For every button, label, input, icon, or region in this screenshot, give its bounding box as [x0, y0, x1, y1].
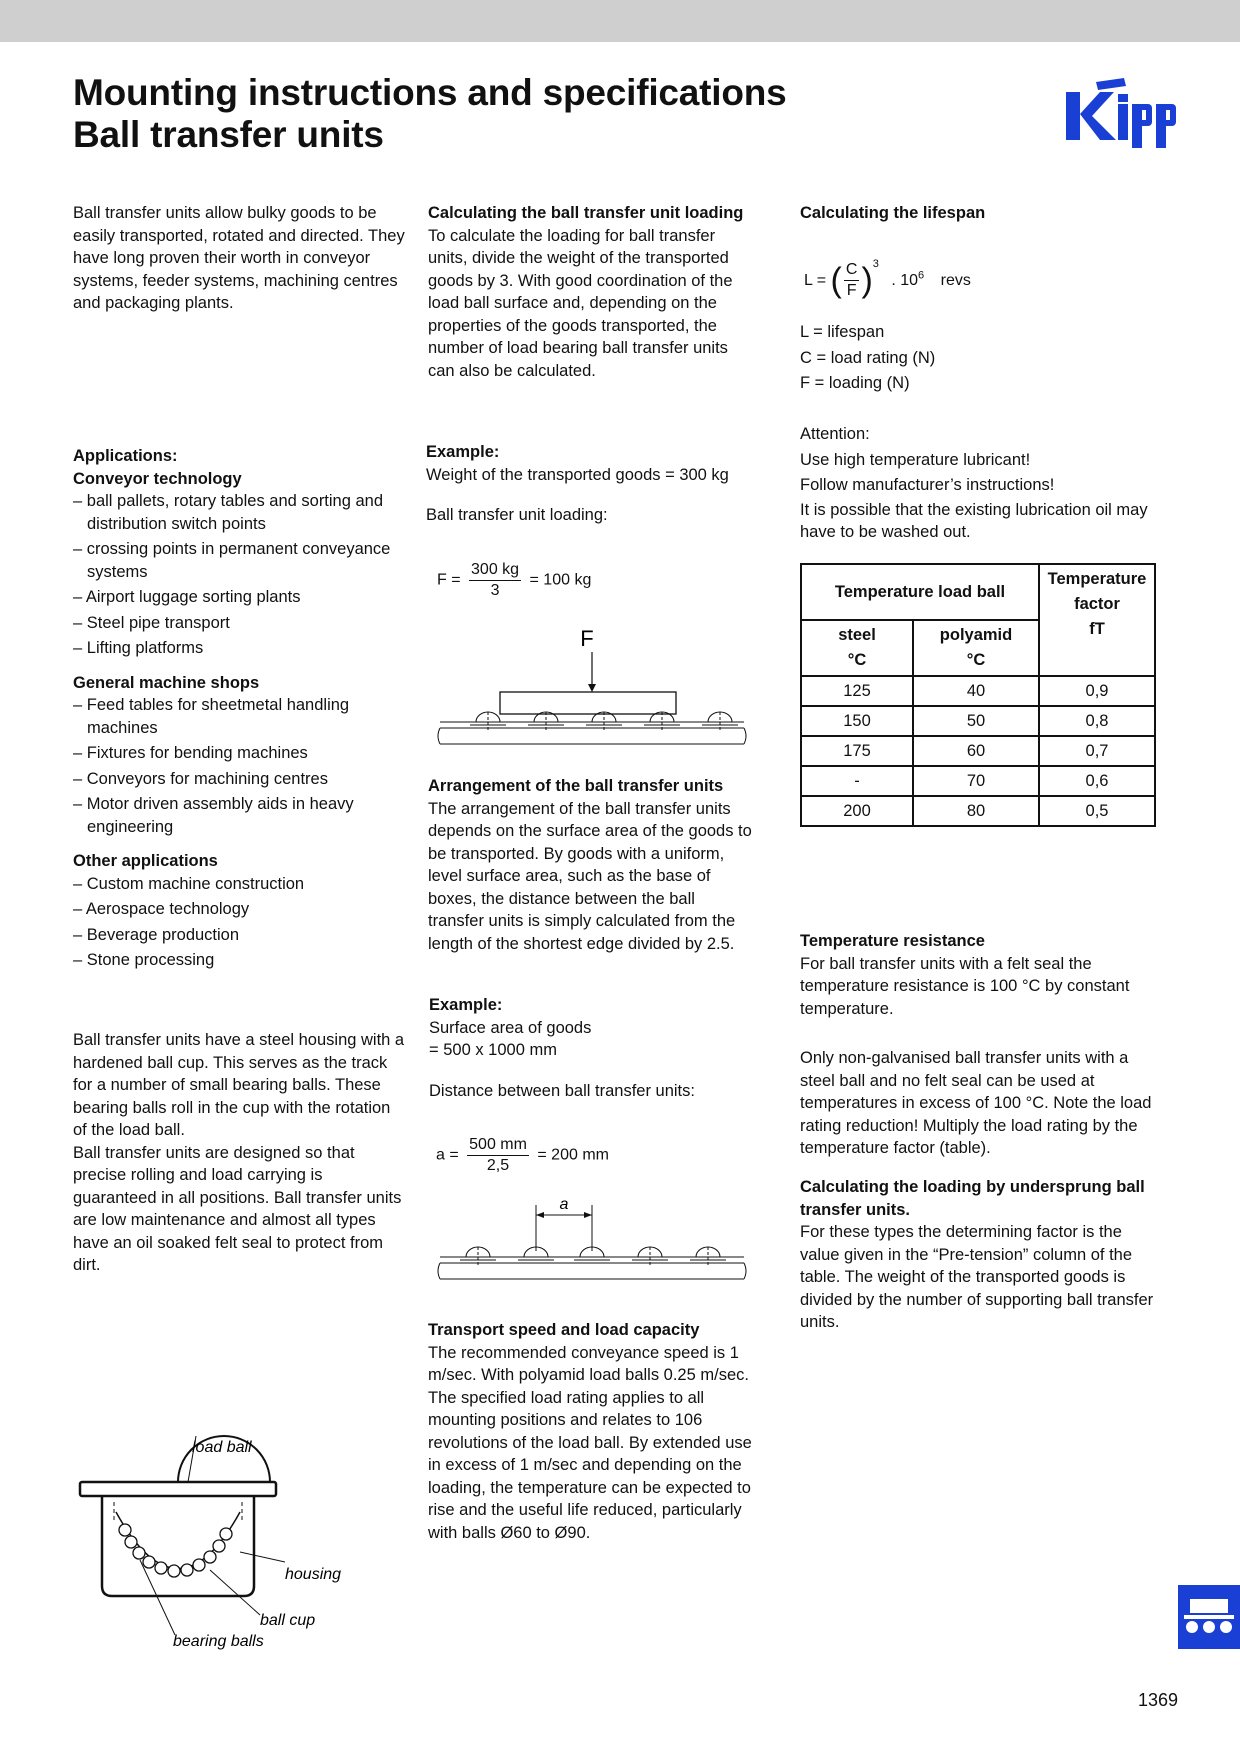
list-item: – Steel pipe transport [73, 612, 408, 635]
calc-heading: Calculating the ball transfer unit loading [428, 204, 744, 222]
applications-heading: Applications: [73, 447, 178, 465]
table-cell: 0,5 [1039, 796, 1155, 826]
calc-paragraph: To calculate the loading for ball transfer units, divide the weight of the transported goods by 3. With good coordination of the load ball surface and, depending on the properties of the goods transported, the number of load bearing ball transfer units can also be calculated. [428, 226, 733, 380]
formula-rhs: = 200 mm [537, 1146, 609, 1164]
galvanised-paragraph: Only non-galvanised ball transfer units with a steel ball and no felt seal can be used at temperatures in excess of 100 °C. Note the load rating reduction! Multiply the load rating by the temperature factor (table). [800, 1049, 1152, 1157]
list-item: – ball pallets, rotary tables and sorting and distribution switch points [73, 490, 408, 535]
col3-temp-resistance [800, 930, 1160, 1020]
undersprung-paragraph: For these types the determining factor is the value given in the “Pre-tension” column of the table. The weight of the transported goods is divided by the number of supporting ball transfer units. [800, 1223, 1154, 1331]
list-item: – Motor driven assembly aids in heavy engineering [73, 793, 408, 838]
col3-undersprung [800, 1176, 1160, 1334]
formula-denominator: 3 [490, 582, 500, 599]
table-row [801, 736, 1155, 766]
spacing-diagram [436, 1193, 748, 1283]
header-temp-factor [1039, 564, 1155, 676]
definition-item: L = lifespan [800, 323, 885, 341]
speed-heading: Transport speed and load capacity [428, 1321, 700, 1339]
list-item: – crossing points in permanent conveyance systems [73, 538, 408, 583]
definition-item: F = loading (N) [800, 374, 910, 392]
temperature-factor-table [800, 563, 1156, 827]
header-polyamid-unit: °C [966, 651, 986, 669]
table-cell: 175 [801, 736, 913, 766]
formula-fraction [469, 560, 521, 601]
list-item: – Aerospace technology [73, 898, 408, 921]
list-item: – Beverage production [73, 924, 408, 947]
list-item: – Fixtures for bending machines [73, 742, 408, 765]
example2-distance: Distance between ball transfer units: [429, 1081, 695, 1100]
list-item: – Conveyors for machining centres [73, 768, 408, 791]
header-polyamid-label: polyamid [939, 626, 1013, 644]
table-cell: 0,6 [1039, 766, 1155, 796]
table-cell: 150 [801, 706, 913, 736]
table-cell: 0,7 [1039, 736, 1155, 766]
list-item: – Lifting platforms [73, 637, 408, 660]
temp-resistance-paragraph: For ball transfer units with a felt seal the temperature resistance is 100 °C by constant temperature. [800, 954, 1130, 1018]
ball-transfer-icon [1178, 1585, 1240, 1649]
header-ft: fT [1089, 620, 1105, 638]
formula-denominator: 2,5 [486, 1157, 510, 1174]
spacing-label: a [559, 1196, 569, 1213]
col1-intro [73, 202, 408, 315]
definition-item: C = load rating (N) [800, 348, 936, 367]
col2-speed [428, 1319, 753, 1544]
load-ball-label: load ball [192, 1439, 252, 1456]
ball-transfer-section-icon [1178, 1585, 1240, 1649]
table-row [801, 766, 1155, 796]
header-steel [801, 620, 913, 676]
col2-example1 [426, 441, 756, 527]
formula-numerator: C [844, 260, 860, 281]
table-cell: - [801, 766, 913, 796]
paren-left: ( [830, 261, 842, 300]
other-list [73, 873, 408, 972]
ball-transfer-unit-diagram [70, 1430, 360, 1655]
temp-resistance-heading: Temperature resistance [800, 932, 985, 950]
formula-numerator: 500 mm [467, 1135, 529, 1156]
attention-block [800, 422, 1160, 544]
bearing-balls-label: bearing balls [173, 1633, 264, 1650]
col2-example2 [429, 994, 754, 1102]
example1-heading: Example: [426, 443, 500, 461]
example2-heading: Example: [429, 996, 503, 1014]
formula-numerator: 300 kg [469, 560, 521, 581]
table-cell: 0,8 [1039, 706, 1155, 736]
attention-item: It is possible that the existing lubrication oil may have to be washed out. [800, 500, 1148, 541]
formula-rhs: = 100 kg [529, 571, 592, 589]
header-steel-label: steel [838, 626, 876, 644]
paren-right: ) [861, 261, 873, 300]
example2-area-2: = 500 x 1000 mm [429, 1041, 557, 1059]
example1-loading: Ball transfer unit loading: [426, 506, 608, 524]
table-cell: 70 [913, 766, 1039, 796]
formula-multiplier-exponent: 6 [918, 269, 925, 282]
col1-applications [73, 445, 408, 984]
col3-galvanised [800, 1047, 1160, 1160]
table-cell: 40 [913, 676, 1039, 706]
col2-arrangement [428, 775, 753, 955]
table-cell: 125 [801, 676, 913, 706]
page-number: 1369 [1138, 1690, 1179, 1710]
list-item: – Custom machine construction [73, 873, 408, 896]
top-bar [0, 0, 1240, 42]
ball-cup-label: ball cup [260, 1612, 316, 1629]
table-cell: 80 [913, 796, 1039, 826]
other-heading: Other applications [73, 852, 218, 870]
intro-paragraph: Ball transfer units allow bulky goods to be easily transported, rotated and directed. They have long proven their worth in conveyor systems, feeder systems, machining centres and packaging plants. [73, 204, 405, 312]
header-steel-unit: °C [847, 651, 867, 669]
force-label: F [580, 628, 594, 651]
example1-weight: Weight of the transported goods = 300 kg [426, 465, 729, 484]
title-line-1: Mounting instructions and specifications [73, 72, 787, 113]
undersprung-heading: Calculating the loading by undersprung ball transfer units. [800, 1178, 1145, 1219]
header-polyamid [913, 620, 1039, 676]
list-item: – Stone processing [73, 949, 408, 972]
attention-item: Use high temperature lubricant! [800, 450, 1031, 469]
formula-distance [436, 1135, 609, 1176]
speed-paragraph: The recommended conveyance speed is 1 m/sec. With polyamid load balls 0.25 m/sec. The specified load rating applies to all mounting positions and relates to 106 revolutions of the load ball. By extended use in excess of 1 m/sec and depending on the loading, the temperature can be expected to rise and the useful life reduced, particularly with balls Ø60 to Ø90. [428, 1343, 752, 1542]
load-diagram [436, 628, 748, 748]
formula-fraction [467, 1135, 529, 1176]
table-row [801, 796, 1155, 826]
formula-unit: revs [940, 272, 971, 289]
table-cell: 60 [913, 736, 1039, 766]
table-cell: 50 [913, 706, 1039, 736]
machine-list [73, 694, 408, 838]
list-item: – Airport luggage sorting plants [73, 586, 408, 609]
col1-housing [73, 1029, 408, 1277]
table-row [801, 676, 1155, 706]
example2-area-1: Surface area of goods [429, 1018, 592, 1037]
lifespan-heading: Calculating the lifespan [800, 204, 986, 222]
list-item: – Feed tables for sheetmetal handling machines [73, 694, 408, 739]
formula-exponent: 3 [872, 258, 879, 270]
attention-item: Follow manufacturer’s instructions! [800, 476, 1055, 494]
attention-title: Attention: [800, 425, 870, 443]
housing-paragraph: Ball transfer units have a steel housing with a hardened ball cup. This serves as the track for a number of small bearing balls. These bearing balls roll in the cup with the rotation of the load ball. [73, 1031, 405, 1139]
col3-lifespan [800, 202, 1160, 225]
table-cell: 200 [801, 796, 913, 826]
housing-label: housing [285, 1566, 342, 1583]
conveyor-list [73, 490, 408, 660]
formula-lifespan [804, 258, 971, 301]
conveyor-heading: Conveyor technology [73, 469, 242, 488]
formula-multiplier: . 10 [891, 272, 919, 289]
header-temp-factor-label: Temperature factor [1047, 570, 1147, 613]
formula-fraction [844, 260, 860, 301]
designed-paragraph: Ball transfer units are designed so that precise rolling and load carrying is guaranteed in all positions. Ball transfer units are low maintenance and almost all types have an oil soaked felt seal to protect from dirt. [73, 1143, 402, 1274]
lifespan-definitions [800, 320, 1160, 397]
col2-calc [428, 202, 753, 382]
header-temp-ball: Temperature load ball [801, 564, 1039, 620]
formula-loading [437, 560, 591, 601]
table-row [801, 706, 1155, 736]
arrangement-paragraph: The arrangement of the ball transfer units depends on the surface area of the goods to be transported. By goods with a uniform, level surface area, such as the base of boxes, the distance between the ball transfer units is simply calculated from the length of the shortest edge divided by 2.5. [428, 799, 752, 953]
page-title [73, 72, 787, 156]
formula-lhs: F = [437, 571, 461, 589]
formula-denominator: F [846, 282, 857, 300]
title-line-2: Ball transfer units [73, 114, 384, 155]
kipp-logo [1066, 74, 1178, 158]
formula-lhs: a = [436, 1146, 459, 1164]
table-cell: 0,9 [1039, 676, 1155, 706]
machine-heading: General machine shops [73, 673, 260, 692]
formula-lhs: L = [804, 272, 827, 289]
arrangement-heading: Arrangement of the ball transfer units [428, 777, 724, 795]
